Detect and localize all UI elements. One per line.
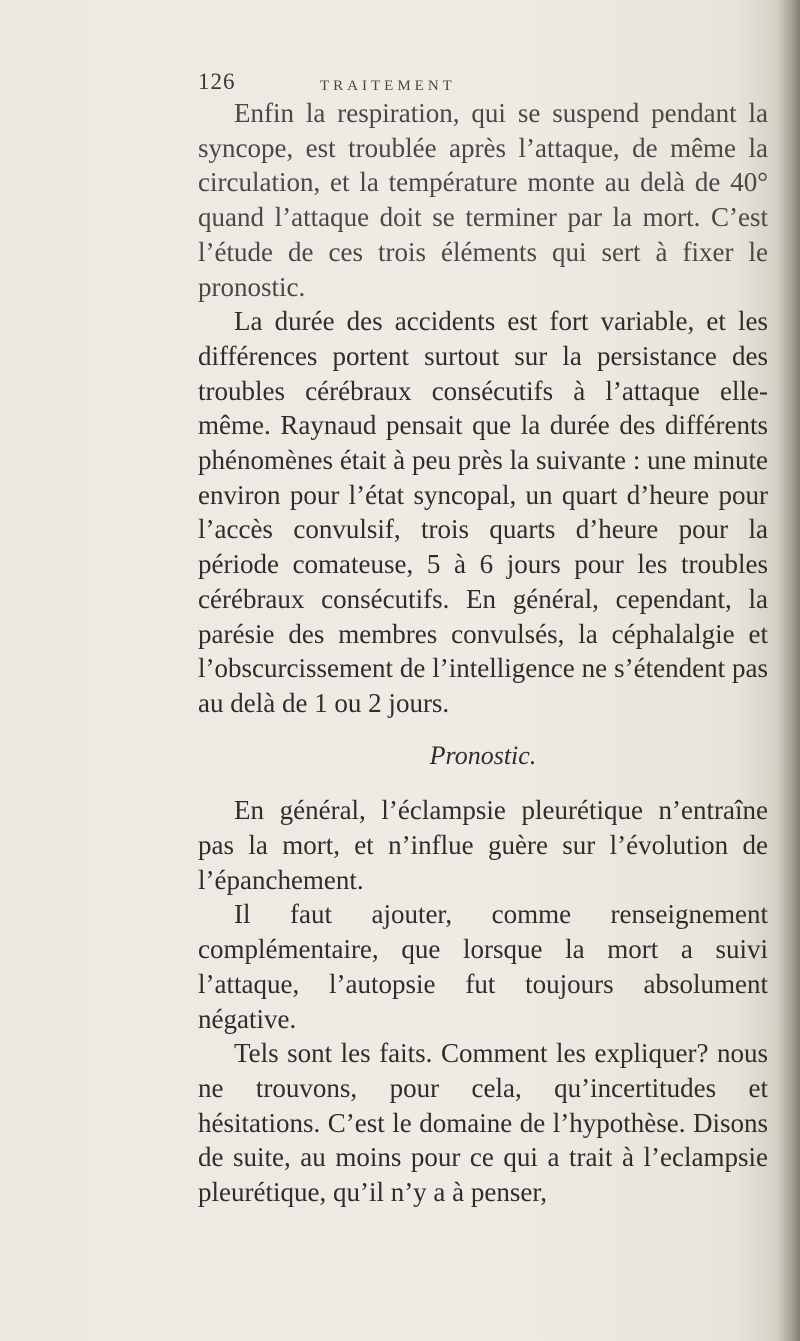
page-edge-shadow <box>778 0 800 1341</box>
section-heading: Pronostic. <box>429 740 537 770</box>
page-number: 126 <box>198 69 236 94</box>
paragraph: En général, l’éclampsie pleurétique n’entraîne pas la mort, et n’influe guère sur l’évolution de l’épanchement. <box>198 795 768 895</box>
running-head: TRAITEMENT <box>320 78 456 94</box>
paragraph: Il faut ajouter, comme renseignement complémentaire, que lorsque la mort a suivi l’attaque, l’autopsie fut toujours absolument négative. <box>198 899 768 1034</box>
body-text <box>198 96 768 1210</box>
paragraph: La durée des accidents est fort variable, et les différences portent surtout sur la persistance des troubles cérébraux consécutifs à l’attaque elle-même. Raynaud pensait que la durée des différents phénomènes était à peu près la suivante : une minute environ pour l’état syncopal, un quart d’heure pour l’accès convulsif, trois quarts d’heure pour la période comateuse, 5 à 6 jours pour les troubles cérébraux consécutifs. En général, cependant, la parésie des membres convulsés, la céphalalgie et l’obscurcissement de l’intelligence ne s’étendent pas au delà de 1 ou 2 jours. <box>198 306 768 718</box>
paragraph: Enfin la respiration, qui se suspend pendant la syncope, est troublée après l’attaque, de même la circulation, et la température monte au delà de 40° quand l’attaque doit se terminer par la mort. C’est l’étude de ces trois éléments qui sert à fixer le pronostic. <box>198 98 768 302</box>
paragraph: Tels sont les faits. Comment les expliquer? nous ne trouvons, pour cela, qu’incertitudes et hésitations. C’est le domaine de l’hypothèse. Disons de suite, au moins pour ce qui a trait à l’eclampsie pleurétique, qu’il n’y a à penser, <box>198 1038 768 1208</box>
